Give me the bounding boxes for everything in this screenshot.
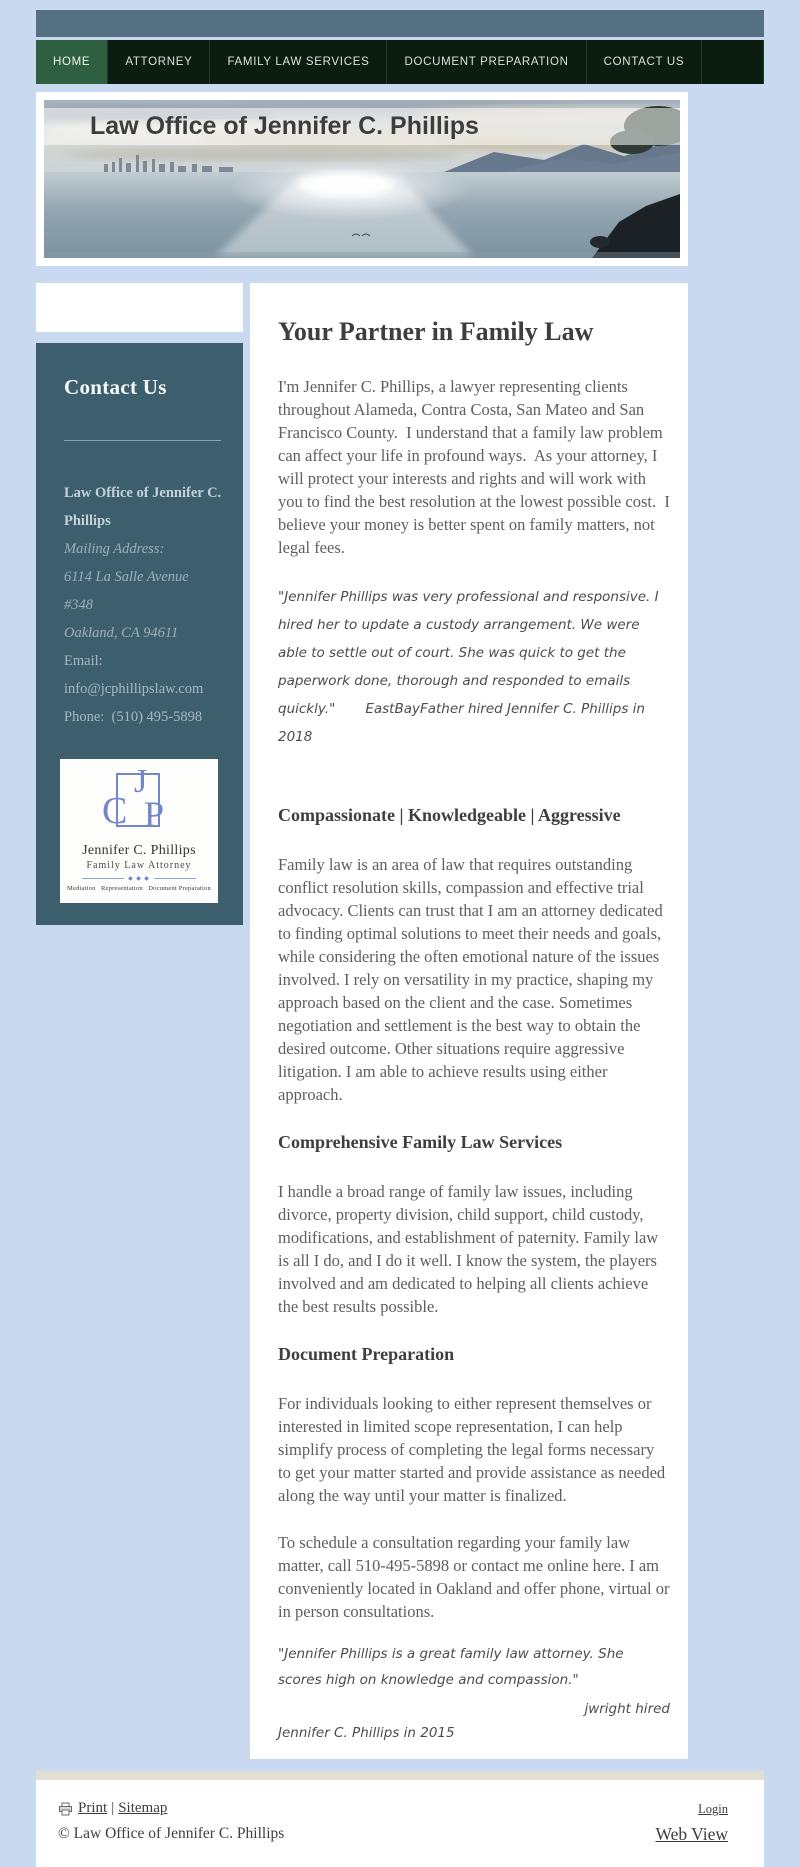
nav-filler	[702, 40, 764, 84]
contact-org-name: Law Office of Jennifer C. Phillips	[64, 485, 225, 529]
login-link[interactable]: Login	[698, 1802, 728, 1816]
email-label: Email:	[64, 653, 103, 669]
sidebar	[36, 283, 243, 925]
site-title-band	[44, 108, 680, 145]
monogram-letter-j: J	[134, 763, 148, 800]
sitemap-link[interactable]: Sitemap	[118, 1800, 168, 1816]
intro-paragraph: I'm Jennifer C. Phillips, a lawyer representing clients throughout Alameda, Contra Costa, San Mateo and San Francisco County. I understand that a family law problem can affect your life in profound ways. As your attorney, I will protect your interests and rights and will work with you to find the best resolution at the lowest possible cost. I believe your money is better spent on family matters, not legal fees.	[278, 377, 674, 557]
monogram-letter-c: C	[102, 790, 128, 832]
phone-value: Phone: (510) 495-5898	[64, 709, 203, 725]
contact-panel	[36, 343, 243, 925]
logo-subtitle: Family Law Attorney	[86, 860, 192, 871]
logo-attorney-name: Jennifer C. Phillips	[82, 843, 196, 858]
consultation-paragraph: To schedule a consultation regarding your family law matter, call 510-495-5898 or contact me online here. I am conveniently located in Oakland and offer phone, virtual or in person consultations.	[278, 1533, 674, 1621]
email-value: info@jcphillipslaw.com	[64, 681, 204, 697]
nav-item-attorney[interactable]: ATTORNEY	[108, 40, 210, 84]
page-title: Your Partner in Family Law	[278, 317, 594, 346]
printer-icon[interactable]	[58, 1802, 73, 1816]
footer-separator: |	[111, 1800, 115, 1816]
footer-print-row	[58, 1800, 284, 1817]
bay-photo	[44, 100, 680, 258]
section-heading-compassionate: Compassionate | Knowledgeable | Aggressive	[278, 805, 621, 825]
jcp-monogram-icon	[84, 763, 194, 839]
webview-link[interactable]: Web View	[655, 1824, 728, 1844]
nav-item-document-preparation[interactable]: DOCUMENT PREPARATION	[387, 40, 586, 84]
main-content	[250, 283, 688, 1759]
site-title: Law Office of Jennifer C. Phillips	[90, 112, 479, 140]
print-link[interactable]: Print	[78, 1800, 108, 1816]
section-heading-services: Comprehensive Family Law Services	[278, 1132, 563, 1152]
section-heading-document-prep: Document Preparation	[278, 1344, 455, 1364]
contact-divider	[64, 440, 221, 441]
section-document-prep-paragraph: For individuals looking to either represent themselves or interested in limited scope representation, I can help simplify process of completing the legal forms necessary to get your matter started and provide assistance as needed along the way until your matter is finalized.	[278, 1394, 670, 1505]
sidebar-white-box	[36, 283, 243, 332]
testimonial-2018-quote: "Jennifer Phillips was very professional and responsive. I hired her to update a custody arrangement. We were able to settle out of court. She was quick to get the paperwork done, thorough and responded to emails quickly."	[278, 589, 659, 717]
address-line-1: 6114 La Salle Avenue	[64, 569, 189, 585]
logo-services: Mediation Representation Document Preparation	[67, 885, 211, 892]
testimonial-2018	[278, 583, 670, 751]
mailing-address-label: Mailing Address:	[64, 541, 165, 557]
testimonial-2018-attribution: EastBayFather hired Jennifer C. Phillips in 2018	[278, 701, 645, 745]
diamond-divider-icon: ◆ ◆ ◆	[128, 876, 150, 882]
testimonial-2015-attribution-line2: Jennifer C. Phillips in 2015	[278, 1725, 455, 1741]
testimonial-2015	[278, 1641, 670, 1745]
nav-item-contact-us[interactable]: CONTACT US	[587, 40, 703, 84]
address-line-2: #348	[64, 597, 93, 613]
testimonial-2015-quote: "Jennifer Phillips is a great family law attorney. She scores high on knowledge and compassion."	[278, 1646, 624, 1688]
monogram-letter-p: P	[144, 794, 165, 834]
top-accent-bar	[36, 10, 764, 37]
address-line-3: Oakland, CA 94611	[64, 625, 179, 641]
contact-heading: Contact Us	[64, 375, 167, 399]
section-compassionate-paragraph: Family law is an area of law that requires outstanding conflict resolution skills, compassion and effective trial advocacy. Clients can trust that I am an attorney dedicated to finding optimal solutions to meet their needs and goals, while considering the often emotional nature of the issues involved. I rely on versatility in my practice, shaping my approach based on the client and the case. Sometimes negotiation and settlement is the best way to obtain the desired outcome. Other situations require aggressive litigation. I am able to achieve results using either approach.	[278, 855, 667, 1104]
footer	[36, 1771, 764, 1867]
content-row	[36, 283, 764, 1759]
page-wrapper	[36, 10, 764, 1867]
footer-right	[655, 1800, 728, 1845]
footer-left	[58, 1800, 284, 1845]
section-services-paragraph: I handle a broad range of family law issues, including divorce, property division, child support, child custody, modifications, and establishment of paternity. Family law is all I do, and I do it well. I know the system, the players involved and am dedicated to helping all clients achieve the best results possible.	[278, 1182, 663, 1316]
testimonial-2015-attribution-line1: jwright hired	[584, 1701, 670, 1717]
copyright-text: © Law Office of Jennifer C. Phillips	[58, 1825, 285, 1842]
main-navigation	[36, 40, 764, 84]
header-banner	[36, 92, 688, 266]
firm-logo	[60, 759, 218, 903]
logo-divider	[82, 875, 196, 882]
nav-item-home[interactable]: HOME	[36, 40, 108, 84]
nav-item-family-law-services[interactable]: FAMILY LAW SERVICES	[210, 40, 387, 84]
